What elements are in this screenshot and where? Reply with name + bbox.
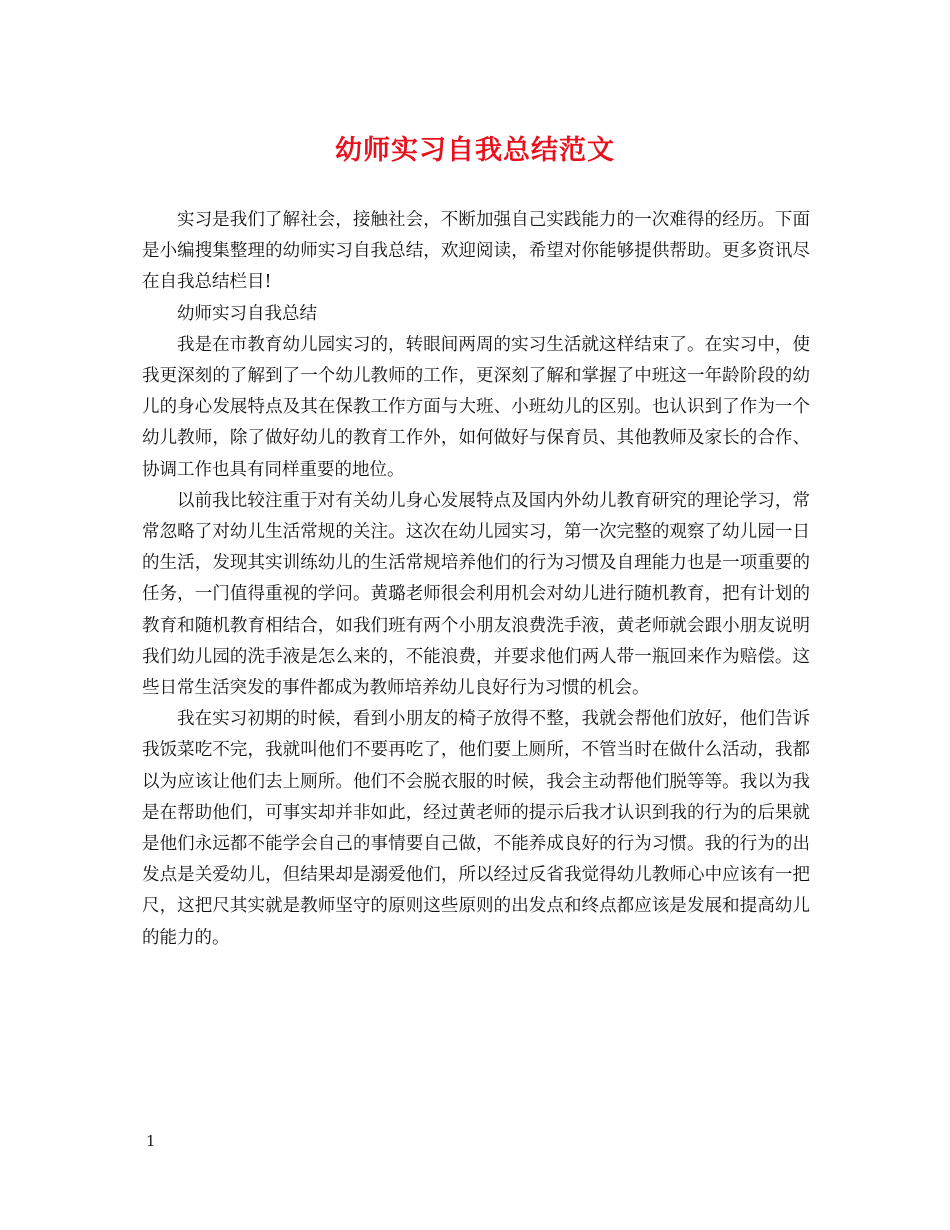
body-paragraph-3: 我在实习初期的时候，看到小朋友的椅子放得不整，我就会帮他们放好，他们告诉我饭菜吃不完，我就叫他们不要再吃了，他们要上厕所，不管当时在做什么活动，我都以为应该让他们去上厕所。他们不会脱衣服的时候，我会主动帮他们脱等等。我以为我是在帮助他们，可事实却并非如此，经过黄老师的提示后我才认识到我的行为的后果就是他们永远都不能学会自己的事情要自己做，不能养成良好的行为习惯。我的行为的出发点是关爱幼儿，但结果却是溺爱他们，所以经过反省我觉得幼儿教师心中应该有一把尺，这把尺其实就是教师坚守的原则这些原则的出发点和终点都应该是发展和提高幼儿的能力的。 xyxy=(142,709,810,948)
page-number: 1 xyxy=(146,1132,156,1150)
document-title: 幼师实习自我总结范文 xyxy=(335,135,615,166)
intro-paragraph: 实习是我们了解社会，接触社会，不断加强自己实践能力的一次难得的经历。下面是小编搜集整理的幼师实习自我总结，欢迎阅读，希望对你能够提供帮助。更多资讯尽在自我总结栏目! xyxy=(142,210,810,293)
document-body xyxy=(142,205,810,954)
body-paragraph-2: 以前我比较注重于对有关幼儿身心发展特点及国内外幼儿教育研究的理论学习，常常忽略了对幼儿生活常规的关注。这次在幼儿园实习，第一次完整的观察了幼儿园一日的生活，发现其实训练幼儿的生活常规培养他们的行为习惯及自理能力也是一项重要的任务，一门值得重视的学问。黄璐老师很会利用机会对幼儿进行随机教育，把有计划的教育和随机教育相结合，如我们班有两个小朋友浪费洗手液，黄老师就会跟小朋友说明我们幼儿园的洗手液是怎么来的，不能浪费，并要求他们两人带一瓶回来作为赔偿。这些日常生活突发的事件都成为教师培养幼儿良好行为习惯的机会。 xyxy=(142,490,810,699)
body-paragraph-1: 我是在市教育幼儿园实习的，转眼间两周的实习生活就这样结束了。在实习中，使我更深刻的了解到了一个幼儿教师的工作，更深刻了解和掌握了中班这一年龄阶段的幼儿的身心发展特点及其在保教工作方面与大班、小班幼儿的区别。也认识到了作为一个幼儿教师，除了做好幼儿的教育工作外，如何做好与保育员、其他教师及家长的合作、协调工作也具有同样重要的地位。 xyxy=(142,334,810,480)
section-heading: 幼师实习自我总结 xyxy=(177,303,317,324)
